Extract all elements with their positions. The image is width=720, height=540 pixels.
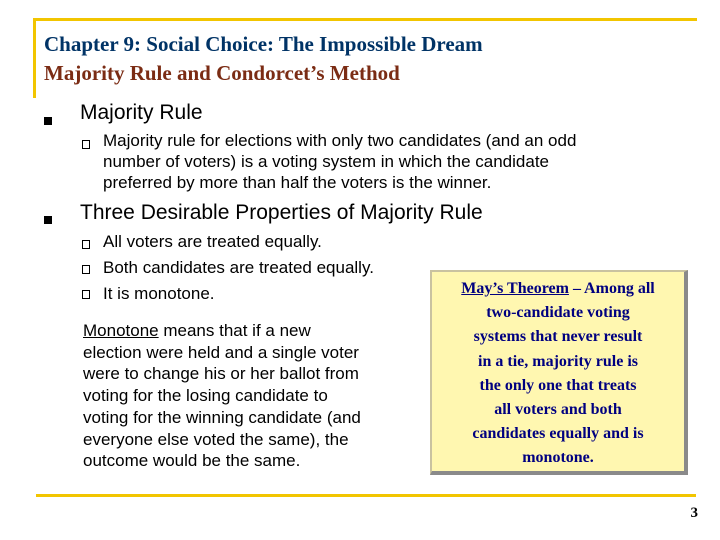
frame-top-rule (33, 18, 697, 21)
mays-theorem-box (430, 270, 688, 475)
slide-title (44, 30, 684, 88)
theorem-line-4: in a tie, majority rule is (478, 352, 638, 370)
theorem-line-8: monotone. (522, 449, 594, 467)
section-heading-properties: Three Desirable Properties of Majority Rule (80, 201, 483, 224)
property-item-2: Both candidates are treated equally. (103, 258, 374, 277)
monotone-line-1 (83, 320, 423, 342)
theorem-name: May’s Theorem (461, 280, 569, 297)
definition-line-1: Majority rule for elections with only two candidates (and an odd (103, 131, 577, 150)
theorem-line-2: two-candidate voting (486, 304, 630, 322)
hollow-square-bullet-icon (82, 290, 90, 299)
theorem-line-5: the only one that treats (479, 376, 637, 394)
monotone-term: Monotone (83, 321, 159, 340)
section-heading-majority-rule: Majority Rule (80, 101, 203, 124)
theorem-line-3: systems that never result (473, 328, 643, 346)
definition-line-3: preferred by more than half the voters is the winner. (103, 173, 492, 192)
majority-rule-definition (103, 130, 683, 193)
theorem-line-1 (432, 277, 684, 301)
hollow-square-bullet-icon (82, 265, 90, 274)
square-bullet-icon (44, 117, 52, 125)
title-line-2: Majority Rule and Condorcet’s Method (44, 61, 400, 85)
title-line-1: Chapter 9: Social Choice: The Impossible Dream (44, 32, 483, 56)
monotone-line-1-rest: means that if a new (158, 321, 311, 340)
monotone-line-7: outcome would be the same. (83, 451, 301, 471)
monotone-line-3: were to change his or her ballot from (83, 364, 359, 384)
theorem-line-1-rest: – Among all (568, 280, 655, 297)
monotone-definition (83, 320, 423, 472)
frame-bottom-rule (36, 494, 696, 497)
definition-line-2: number of voters) is a voting system in which the candidate (103, 152, 549, 171)
monotone-line-4: voting for the losing candidate to (83, 386, 328, 406)
monotone-line-6: everyone else voted the same), the (83, 429, 349, 449)
square-bullet-icon (44, 216, 52, 224)
hollow-square-bullet-icon (82, 240, 90, 249)
theorem-line-7: candidates equally and is (472, 425, 644, 443)
hollow-square-bullet-icon (82, 140, 90, 149)
property-item-3: It is monotone. (103, 284, 215, 303)
monotone-line-2: election were held and a single voter (83, 342, 359, 362)
page-number: 3 (690, 505, 698, 521)
monotone-line-5: voting for the winning candidate (and (83, 407, 361, 427)
theorem-line-6: all voters and both (494, 401, 622, 419)
frame-left-rule (33, 18, 36, 98)
property-item-1: All voters are treated equally. (103, 232, 322, 251)
